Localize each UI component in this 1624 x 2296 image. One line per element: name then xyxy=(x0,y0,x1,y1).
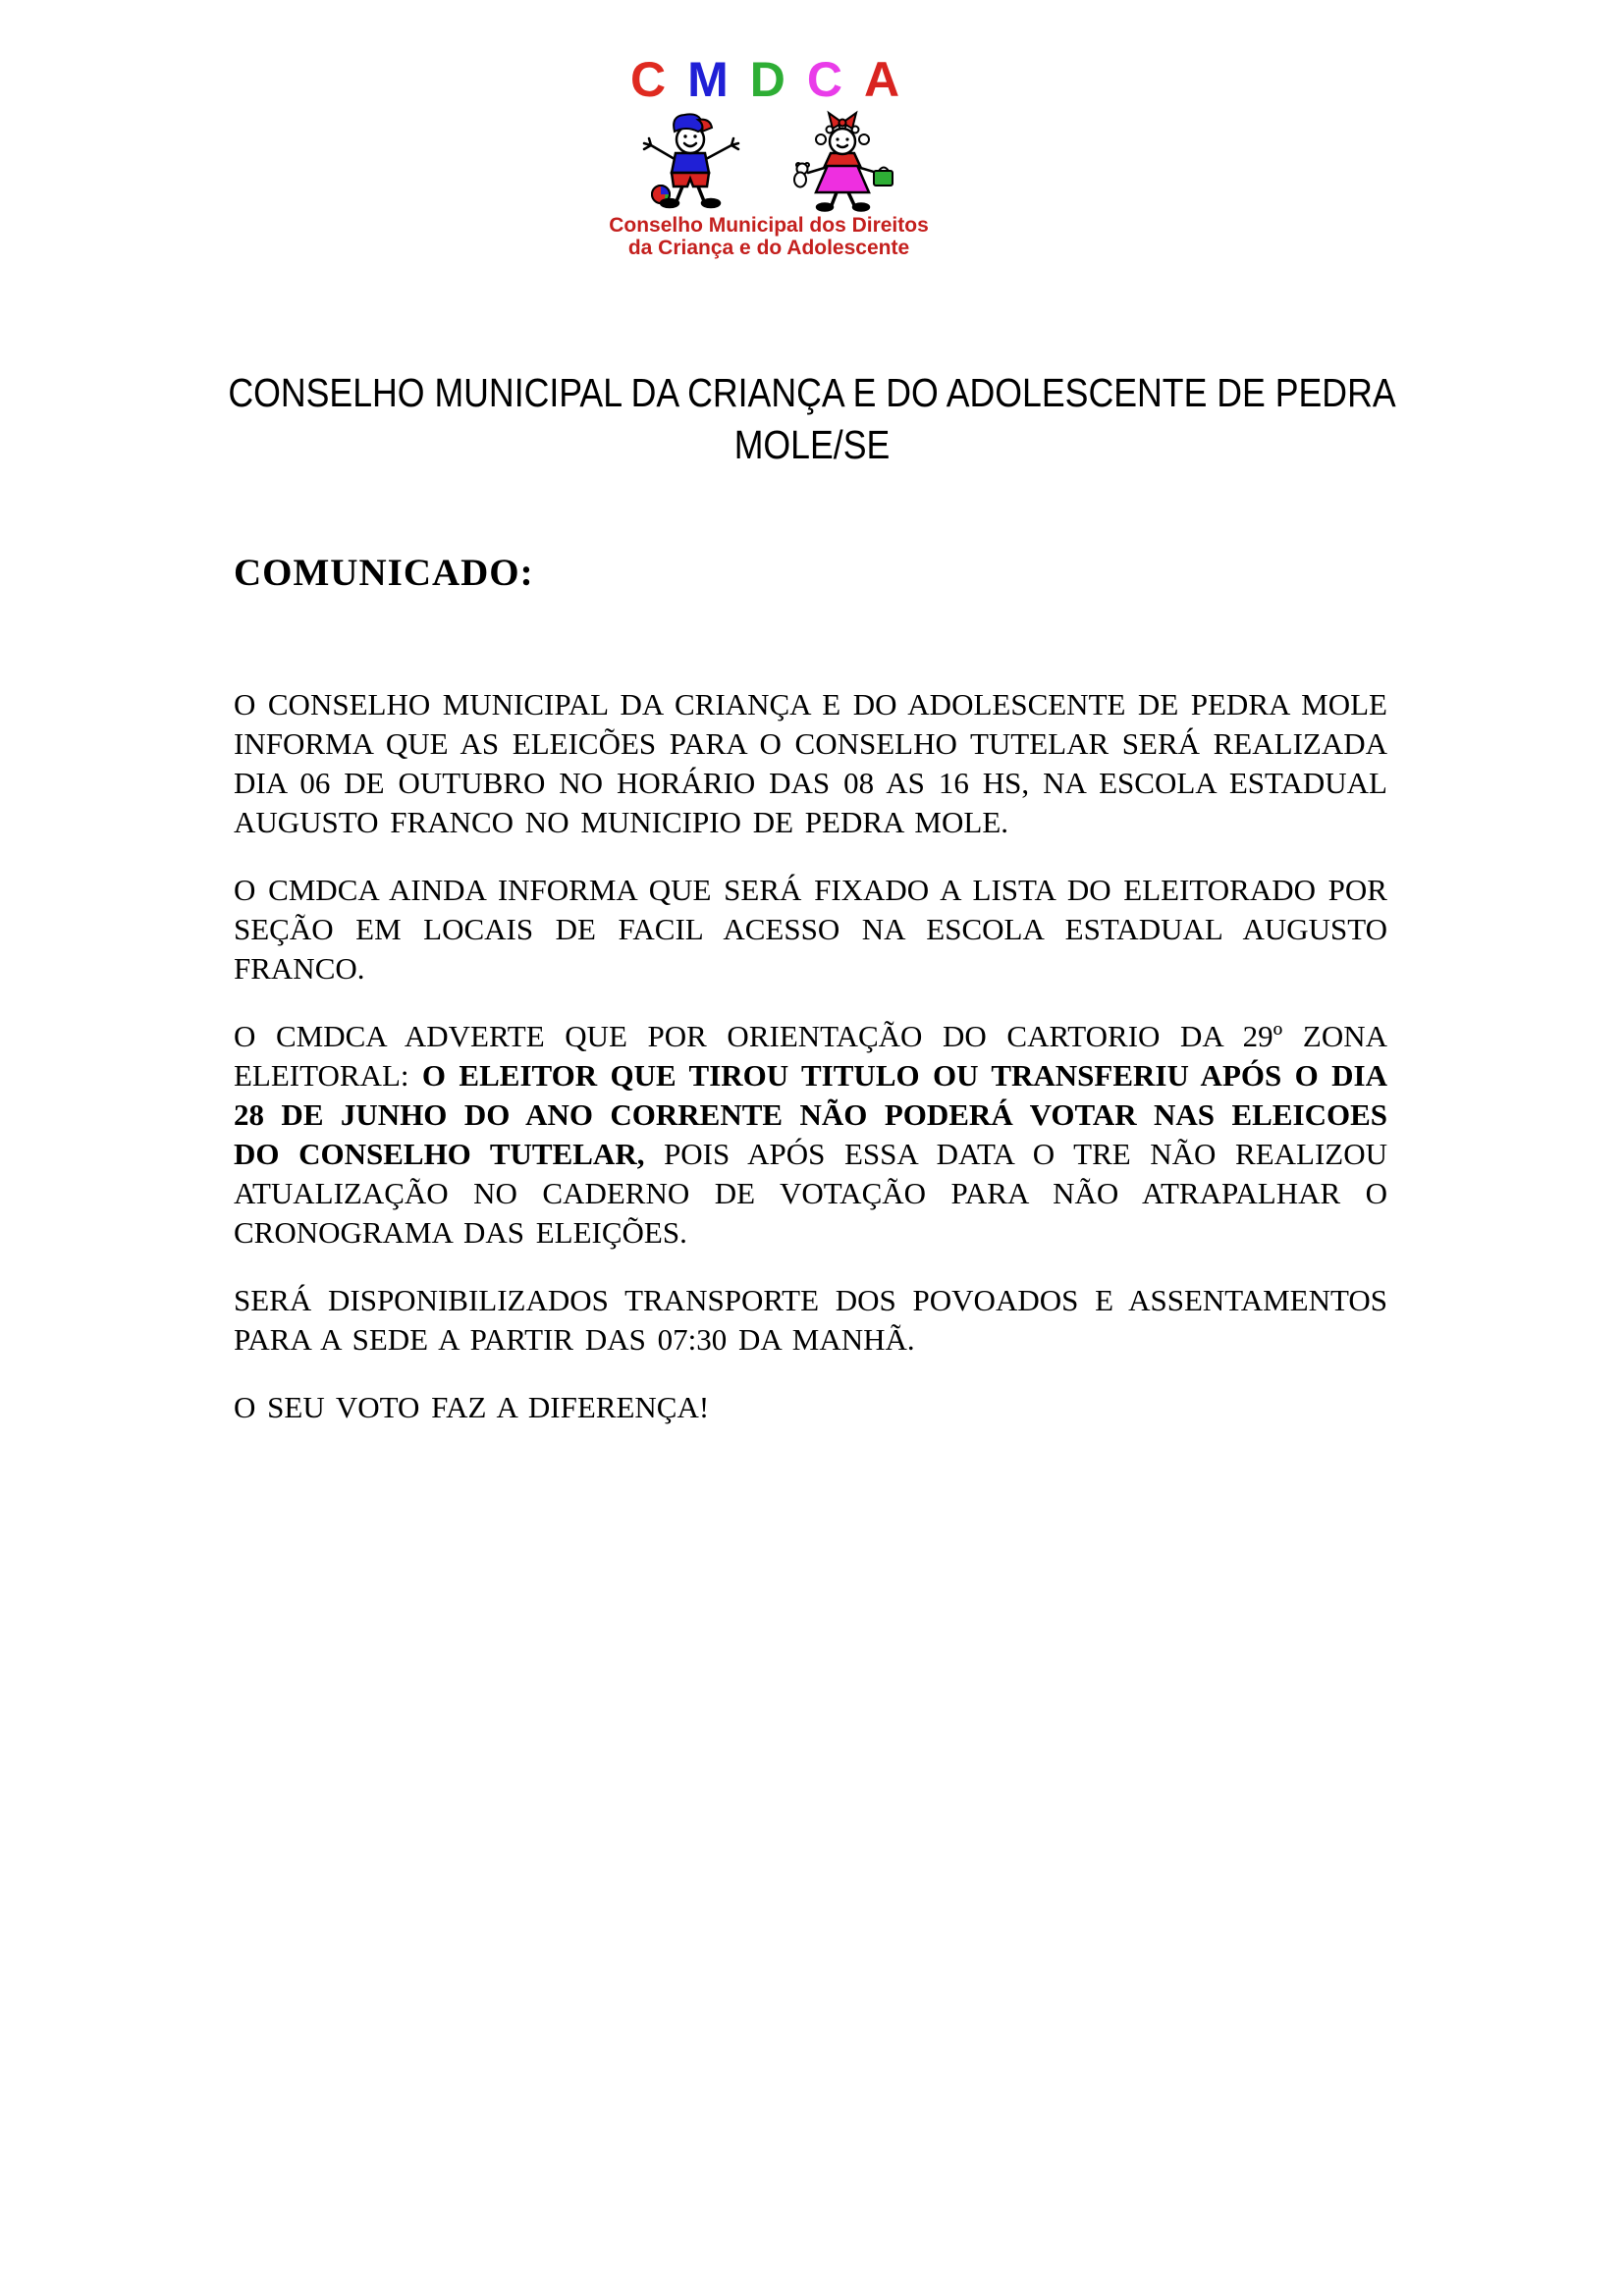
cmdca-logo xyxy=(543,52,995,259)
paragraph-warning xyxy=(234,1017,1387,1253)
children-illustration xyxy=(616,110,922,212)
hair-bow xyxy=(829,113,856,129)
acronym-letter: D xyxy=(749,52,807,107)
paragraph-transport: SERÁ DISPONIBILIZADOS TRANSPORTE DOS POVOADOS E ASSENTAMENTOS PARA A SEDE A PARTIR DAS 07:30 DA MANHÃ. xyxy=(234,1283,1387,1357)
page-title xyxy=(106,367,1519,471)
acronym-letter: C xyxy=(629,52,688,107)
paragraph-warning-pre: O CMDCA ADVERTE QUE POR ORIENTAÇÃO DO CARTORIO DA 29º ZONA ELEITORAL: xyxy=(234,1019,1387,1093)
paragraph-election-date: O CONSELHO MUNICIPAL DA CRIANÇA E DO ADOLESCENTE DE PEDRA MOLE INFORMA QUE AS ELEICÕES PARA O CONSELHO TUTELAR SERÁ REALIZADA DIA 06 DE OUTUBRO NO HORÁRIO DAS 08 AS 16 HS, NA ESCOLA ESTADUAL AUGUSTO FRANCO NO MUNICIPIO DE PEDRA MOLE. xyxy=(234,687,1387,839)
teddy-bear xyxy=(794,163,809,187)
logo-caption-line2: da Criança e do Adolescente xyxy=(627,237,910,259)
acronym-letter: M xyxy=(687,52,750,107)
page-title-line2: MOLE/SE xyxy=(733,422,891,467)
acronym-letter: C xyxy=(806,52,864,107)
paragraph-slogan: O SEU VOTO FAZ A DIFERENÇA! xyxy=(234,1390,710,1424)
paragraph-voter-list: O CMDCA AINDA INFORMA QUE SERÁ FIXADO A LISTA DO ELEITORADO POR SEÇÃO EM LOCAIS DE FACIL ACESSO NA ESCOLA ESTADUAL AUGUSTO FRANCO. xyxy=(234,873,1387,986)
gift-bag xyxy=(874,168,893,187)
page-title-line1: CONSELHO MUNICIPAL DA CRIANÇA E DO ADOLESCENTE DE PEDRA xyxy=(228,370,1396,415)
comunicado-heading: COMUNICADO: xyxy=(234,552,534,594)
logo-caption-line1: Conselho Municipal dos Direitos xyxy=(609,214,929,237)
boy-figure xyxy=(644,114,738,207)
logo-caption xyxy=(543,214,995,259)
document-body xyxy=(234,685,1387,1427)
girl-figure xyxy=(794,113,893,211)
acronym-letter: A xyxy=(863,52,922,107)
cmdca-acronym xyxy=(543,52,995,107)
paragraph-warning-post: POIS APÓS ESSA DATA O TRE NÃO REALIZOU ATUALIZAÇÃO NO CADERNO DE VOTAÇÃO PARA NÃO ATRAPALHAR O CRONOGRAMA DAS ELEIÇÕES. xyxy=(234,1137,1387,1250)
paragraph-warning-bold: O ELEITOR QUE TIROU TITULO OU TRANSFERIU APÓS O DIA 28 DE JUNHO DO ANO CORRENTE NÃO PODERÁ VOTAR NAS ELEICOES DO CONSELHO TUTELAR, xyxy=(234,1058,1387,1171)
